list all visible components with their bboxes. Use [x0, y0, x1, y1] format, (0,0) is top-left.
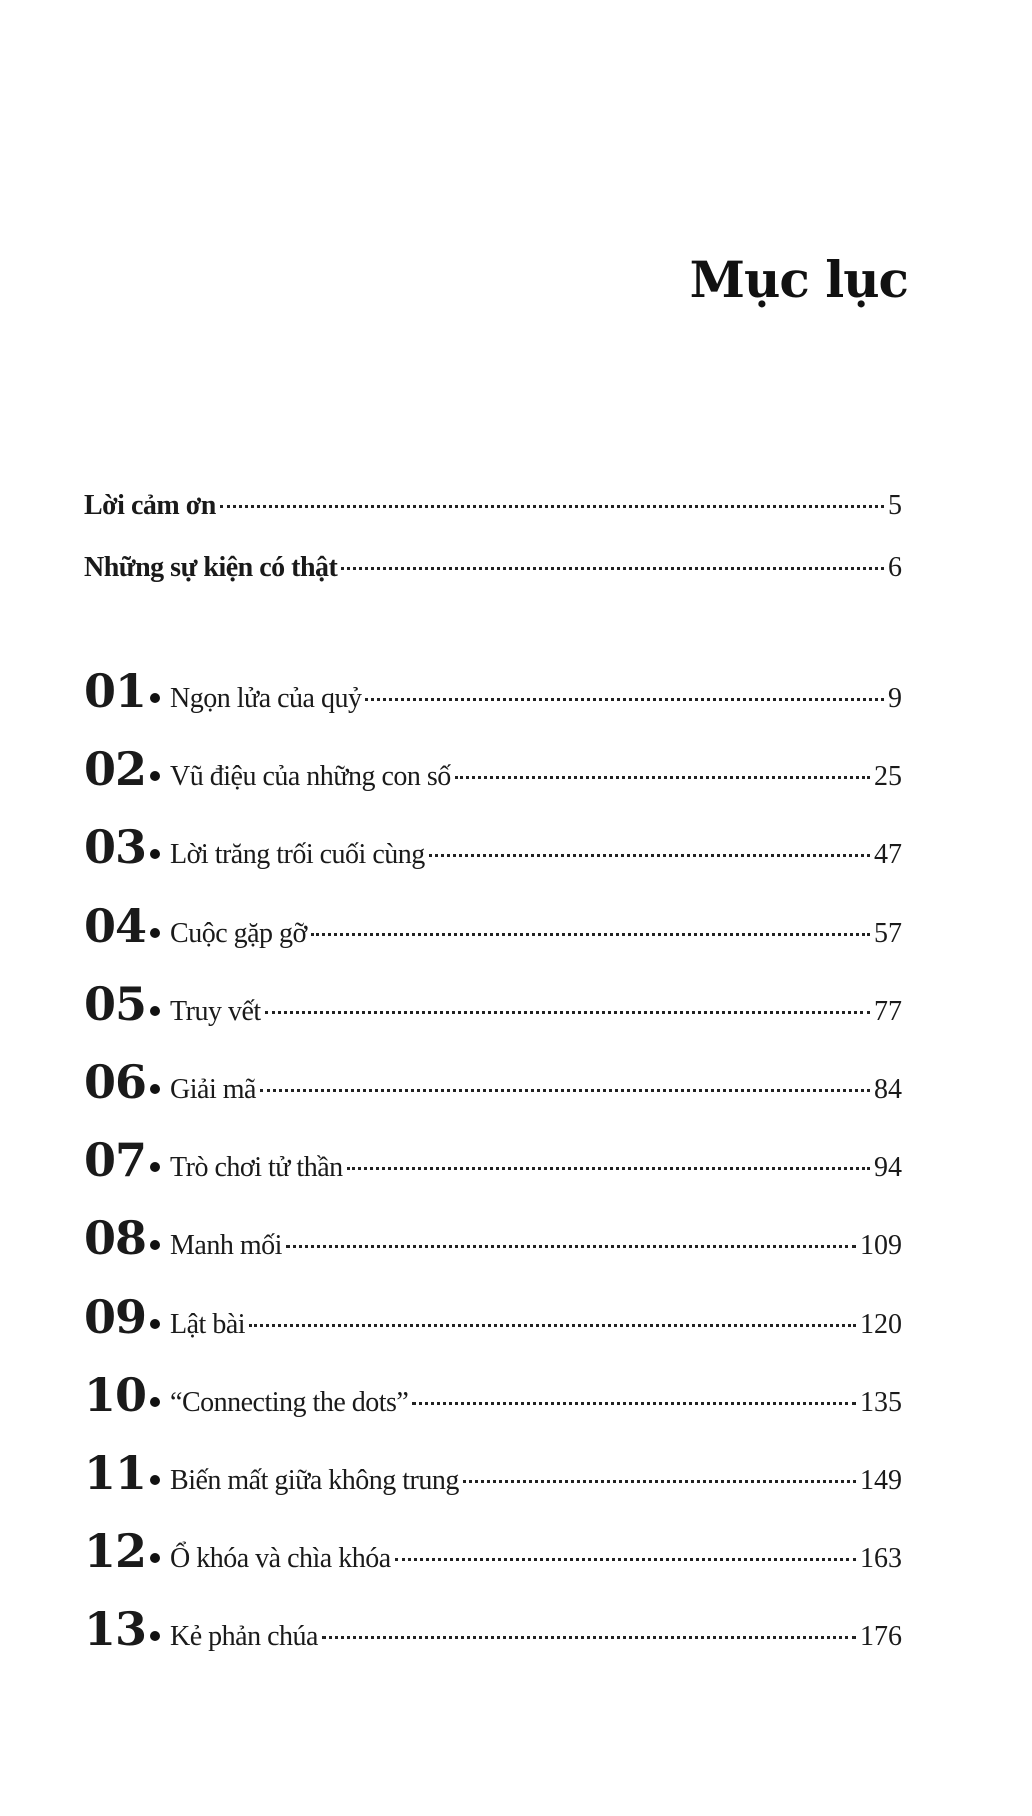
toc-entry-chapter-11[interactable] — [84, 1446, 902, 1500]
dot-leader — [220, 505, 884, 508]
toc-entry-chapter-12[interactable] — [84, 1524, 902, 1579]
chapter-page: 120 — [860, 1308, 902, 1340]
chapter-title: Biến mất giữa không trung — [170, 1465, 459, 1496]
chapter-title: Ngọn lửa của quỷ — [170, 683, 362, 714]
bullet-dot — [150, 1553, 160, 1563]
toc-entry-chapter-01[interactable] — [84, 664, 902, 718]
bullet-dot — [150, 928, 160, 938]
bullet-dot — [150, 1631, 160, 1641]
toc-entry-page: 6 — [888, 552, 902, 583]
bullet-dot — [150, 693, 160, 703]
toc-entry-acknowledgements[interactable] — [84, 490, 902, 522]
bullet-dot — [150, 1084, 160, 1094]
chapter-number: 01 — [84, 664, 147, 718]
chapter-page: 176 — [860, 1621, 902, 1653]
chapter-page: 77 — [874, 995, 902, 1027]
dot-leader — [265, 1011, 870, 1014]
dot-leader — [395, 1558, 856, 1561]
bullet-dot — [150, 771, 160, 781]
bullet-dot — [150, 849, 160, 859]
dot-leader — [347, 1167, 870, 1170]
chapter-title: Lật bài — [170, 1308, 246, 1340]
dot-leader — [260, 1089, 870, 1092]
chapter-page: 163 — [860, 1543, 902, 1575]
toc-entry-chapter-03[interactable] — [84, 820, 902, 875]
dot-leader — [322, 1636, 856, 1639]
chapter-page: 9 — [888, 683, 902, 714]
chapter-number: 05 — [84, 976, 147, 1031]
chapter-title: “Connecting the dots” — [170, 1386, 409, 1418]
toc-entry-chapter-06[interactable] — [84, 1055, 902, 1109]
dot-leader — [463, 1480, 856, 1483]
chapter-page: 25 — [874, 761, 902, 793]
chapter-number: 02 — [84, 742, 147, 797]
toc-entry-label: Lời cảm ơn — [84, 490, 216, 521]
toc-entry-true-events[interactable] — [84, 552, 902, 584]
chapter-page: 135 — [860, 1386, 902, 1418]
toc-entry-label: Những sự kiện có thật — [84, 552, 338, 583]
dot-leader — [311, 933, 870, 936]
chapter-number: 11 — [84, 1446, 147, 1500]
chapter-number: 03 — [84, 820, 147, 875]
bullet-dot — [150, 1006, 160, 1016]
bullet-dot — [150, 1162, 160, 1172]
chapter-title: Lời trăng trối cuối cùng — [170, 839, 425, 871]
chapter-title: Giải mã — [170, 1074, 256, 1105]
dot-leader — [455, 776, 870, 779]
chapter-number: 10 — [84, 1367, 147, 1422]
chapter-title: Trò chơi tử thần — [170, 1152, 343, 1184]
chapter-number: 04 — [84, 898, 147, 953]
chapter-title: Kẻ phản chúa — [170, 1621, 318, 1653]
chapter-number: 13 — [84, 1602, 147, 1657]
dot-leader — [429, 854, 870, 857]
chapter-title: Vũ điệu của những con số — [170, 761, 451, 793]
dot-leader — [341, 567, 884, 570]
chapter-page: 47 — [874, 839, 902, 871]
bullet-dot — [150, 1397, 160, 1407]
toc-entry-chapter-10[interactable] — [84, 1367, 902, 1422]
chapter-number: 06 — [84, 1055, 147, 1109]
chapter-page: 149 — [860, 1465, 902, 1496]
toc-entry-chapter-08[interactable] — [84, 1211, 902, 1266]
chapter-page: 94 — [874, 1152, 902, 1184]
chapter-page: 84 — [874, 1074, 902, 1105]
toc-entry-page: 5 — [888, 490, 902, 521]
chapter-number: 12 — [84, 1524, 147, 1579]
page-title: Mục lục — [689, 250, 908, 309]
dot-leader — [365, 698, 884, 701]
toc-entry-chapter-05[interactable] — [84, 976, 902, 1031]
dot-leader — [286, 1245, 856, 1248]
chapter-title: Cuộc gặp gỡ — [170, 917, 307, 949]
chapter-page: 109 — [860, 1230, 902, 1262]
bullet-dot — [150, 1319, 160, 1329]
toc-entry-chapter-13[interactable] — [84, 1602, 902, 1657]
chapter-number: 08 — [84, 1211, 147, 1266]
chapter-title: Manh mối — [170, 1230, 282, 1262]
chapter-number: 07 — [84, 1133, 147, 1188]
toc-entry-chapter-09[interactable] — [84, 1289, 902, 1344]
dot-leader — [249, 1324, 856, 1327]
bullet-dot — [150, 1240, 160, 1250]
chapter-number: 09 — [84, 1289, 147, 1344]
chapter-title: Truy vết — [170, 995, 261, 1027]
dot-leader — [412, 1402, 856, 1405]
chapter-page: 57 — [874, 917, 902, 949]
toc-entry-chapter-02[interactable] — [84, 742, 902, 797]
toc-entry-chapter-07[interactable] — [84, 1133, 902, 1188]
toc-entry-chapter-04[interactable] — [84, 898, 902, 953]
bullet-dot — [150, 1475, 160, 1485]
chapter-title: Ổ khóa và chìa khóa — [170, 1543, 391, 1575]
